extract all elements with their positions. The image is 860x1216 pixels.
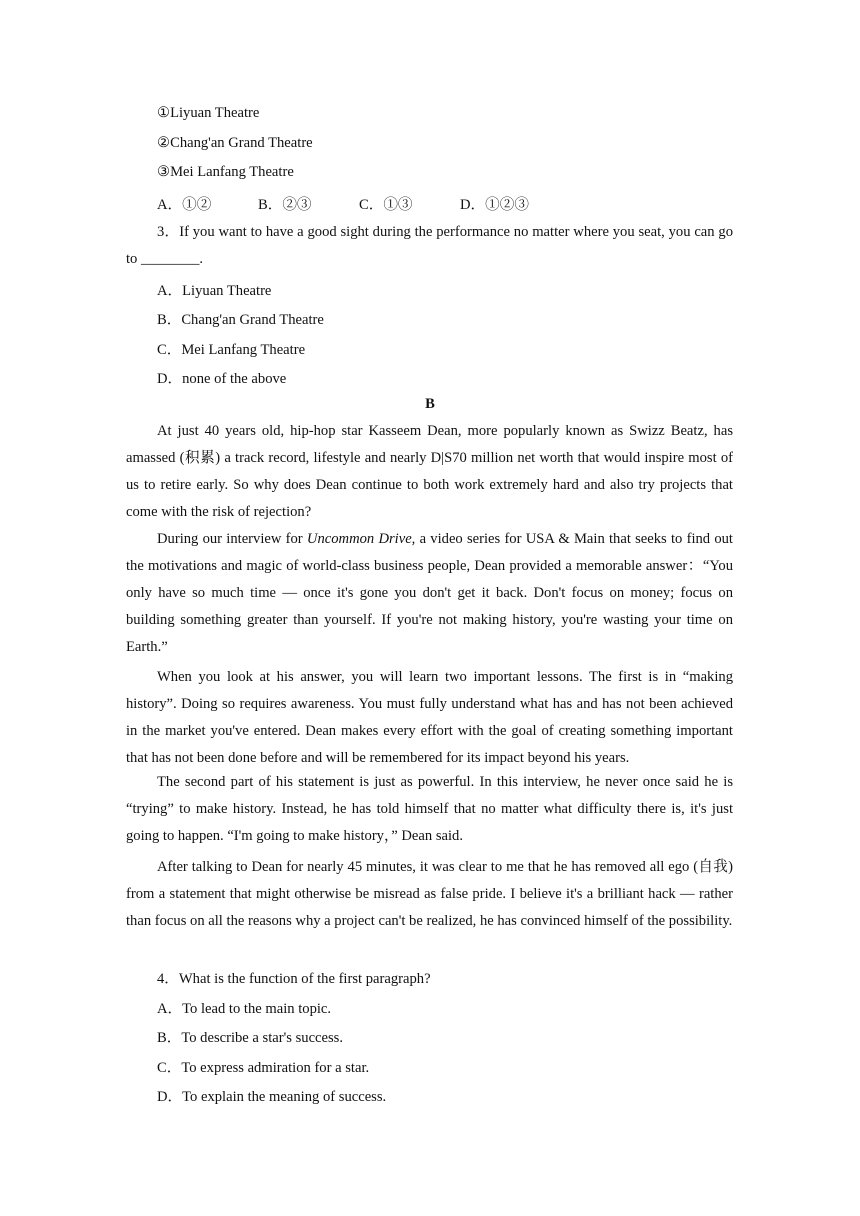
choice-1: ①Liyuan Theatre xyxy=(157,105,260,121)
q4-option-b: B．To describe a star's success. xyxy=(157,1030,344,1046)
paragraph-2-rest: a video series for USA & Main that seeks to find out the motivations and magic of world-class business people, Dean provided a memorable answer：“You only have so much time — once it's gone you don't get it back. Don't focus on money; focus on building something greater than yourself. If you're not making history, you're wasting your time on Earth.” xyxy=(126,531,733,655)
paragraph-5: After talking to Dean for nearly 45 minutes, it was clear to me that he has removed all ego (自我) from a statement that might otherwise be misread as false pride. I believe it's a brilliant hack — rather than focus on all the reasons why a project can't be realized, he has convinced himself of the possibility. xyxy=(126,859,733,929)
paragraph-2 xyxy=(126,526,733,661)
q3-option-d: D．none of the above xyxy=(157,371,287,387)
paragraph-4: The second part of his statement is just as powerful. In this interview, he never once said he is “trying” to make history. Instead, he has told himself that no matter what difficulty there is, it's just going to happen. “I'm going to make history，” Dean said. xyxy=(126,774,733,844)
q2-option-a: A．①② xyxy=(157,197,212,213)
q3-option-b: B．Chang'an Grand Theatre xyxy=(157,312,324,328)
series-title: Uncommon Drive, xyxy=(306,531,416,547)
q2-option-b: B．②③ xyxy=(258,197,312,213)
q2-option-c: C．①③ xyxy=(359,197,413,213)
q2-option-d: D．①②③ xyxy=(460,197,529,213)
q4-option-c: C．To express admiration for a star. xyxy=(157,1060,370,1076)
q4-option-d: D．To explain the meaning of success. xyxy=(157,1089,387,1105)
choice-3: ③Mei Lanfang Theatre xyxy=(157,164,294,180)
section-b-title: B xyxy=(425,396,435,412)
paragraph-2-lead: During our interview for xyxy=(157,531,307,547)
q3-option-a: A．Liyuan Theatre xyxy=(157,283,272,299)
q4-option-a: A．To lead to the main topic. xyxy=(157,1001,332,1017)
q2-answer-row xyxy=(157,193,529,214)
paragraph-1: At just 40 years old, hip-hop star Kasseem Dean, more popularly known as Swizz Beatz, has amassed (积累) a track record, lifestyle and nearly D|S70 million net worth that would inspire most of us to retire early. So why does Dean continue to both work extremely hard and also try projects that come with the risk of rejection? xyxy=(126,423,733,520)
q3-option-c: C．Mei Lanfang Theatre xyxy=(157,342,306,358)
paragraph-3: When you look at his answer, you will learn two important lessons. The first is in “making history”. Doing so requires awareness. You must fully understand what has and has not been achieved in the market you've entered. Dean makes every effort with the goal of creating something important that has not been done before and will be remembered for its impact beyond his years. xyxy=(126,669,733,766)
q3-stem: 3．If you want to have a good sight during the performance no matter where you seat, you can go to ________. xyxy=(126,224,733,267)
q4-stem: 4．What is the function of the first paragraph? xyxy=(157,971,431,987)
choice-2: ②Chang'an Grand Theatre xyxy=(157,135,313,151)
